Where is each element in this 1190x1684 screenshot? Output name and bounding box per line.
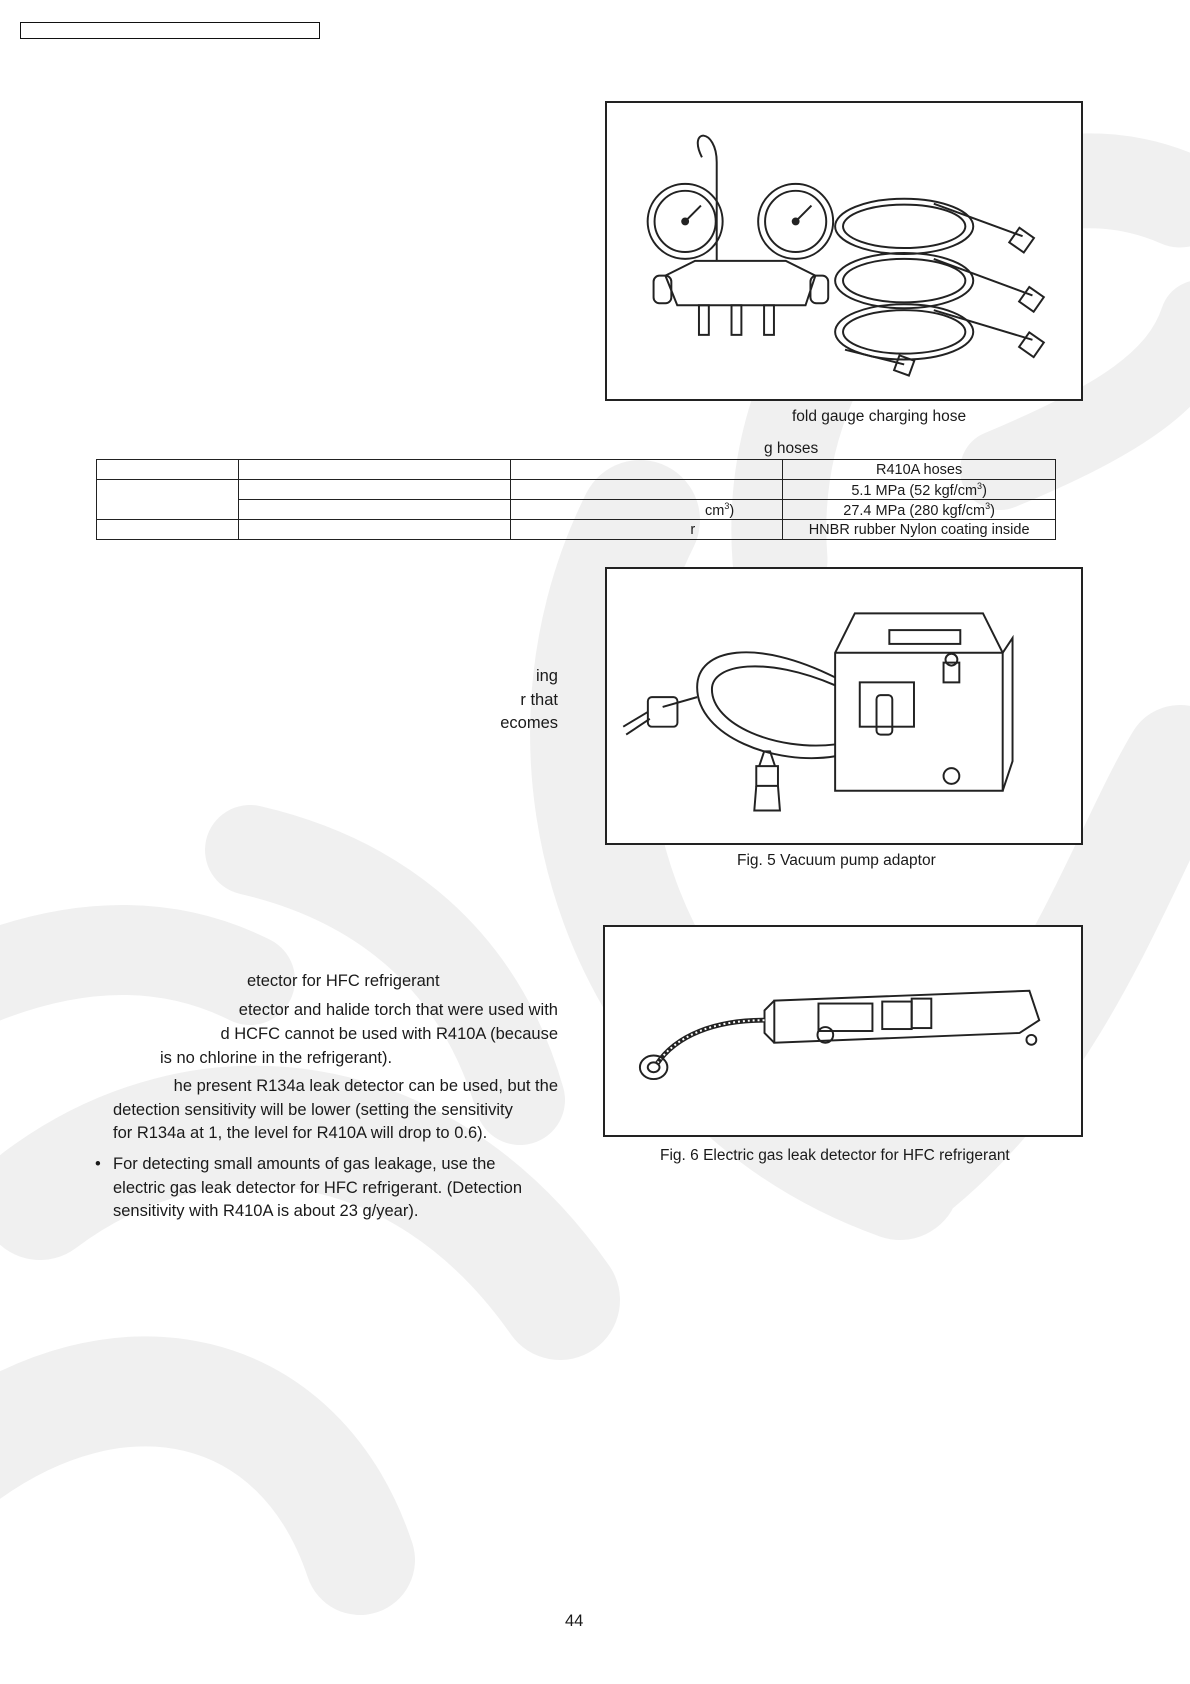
table-row [97, 520, 1056, 540]
figure-5-caption: Fig. 5 Vacuum pump adaptor [737, 852, 936, 869]
section-2-text: ing r that ecomes [500, 667, 558, 732]
manifold-gauge-figure [605, 101, 1083, 401]
table-row [97, 460, 1056, 480]
table-cell: 5.1 MPa (52 kgf/$cm^3$) [783, 480, 1056, 500]
section-3-para-2: he present R134a leak detector can be used, but the detection sensitivity will be lower (setting the sensitivity for R134a at 1, the level for R410A will drop to 0.6). [113, 1077, 558, 1142]
table-row [97, 500, 1056, 520]
table-row [97, 480, 1056, 500]
page-number: 44 [565, 1612, 584, 1630]
table-cell: R410A hoses [783, 460, 1056, 480]
vacuum-pump-adaptor-figure [605, 567, 1083, 845]
header-box [20, 22, 320, 39]
table-cell: $cm^3$) [511, 500, 783, 520]
section-3-heading: etector for HFC refrigerant [247, 972, 440, 990]
figure-6-caption: Fig. 6 Electric gas leak detector for HFC refrigerant [660, 1147, 1010, 1164]
table-cell: r [511, 520, 783, 540]
table-title: g hoses [764, 440, 819, 457]
table-cell: HNBR rubber Nylon coating inside [783, 520, 1056, 540]
section-3-para-1-end: is no chlorine in the refrigerant). [160, 1049, 393, 1067]
section-3-para-1: etector and halide torch that were used with d HCFC cannot be used with R410A (because [220, 1001, 558, 1043]
figure-4-caption: fold gauge charging hose [792, 408, 967, 425]
gas-leak-detector-figure [603, 925, 1083, 1137]
table-cell: 27.4 MPa (280 kgf/$cm^3$) [783, 500, 1056, 520]
hose-spec-table [96, 459, 1056, 540]
section-3-bullet: • For detecting small amounts of gas leakage, use the electric gas leak detector for HFC refrigerant. (Detection sensitivity with R410A is about 23 g/year). [93, 1153, 558, 1224]
